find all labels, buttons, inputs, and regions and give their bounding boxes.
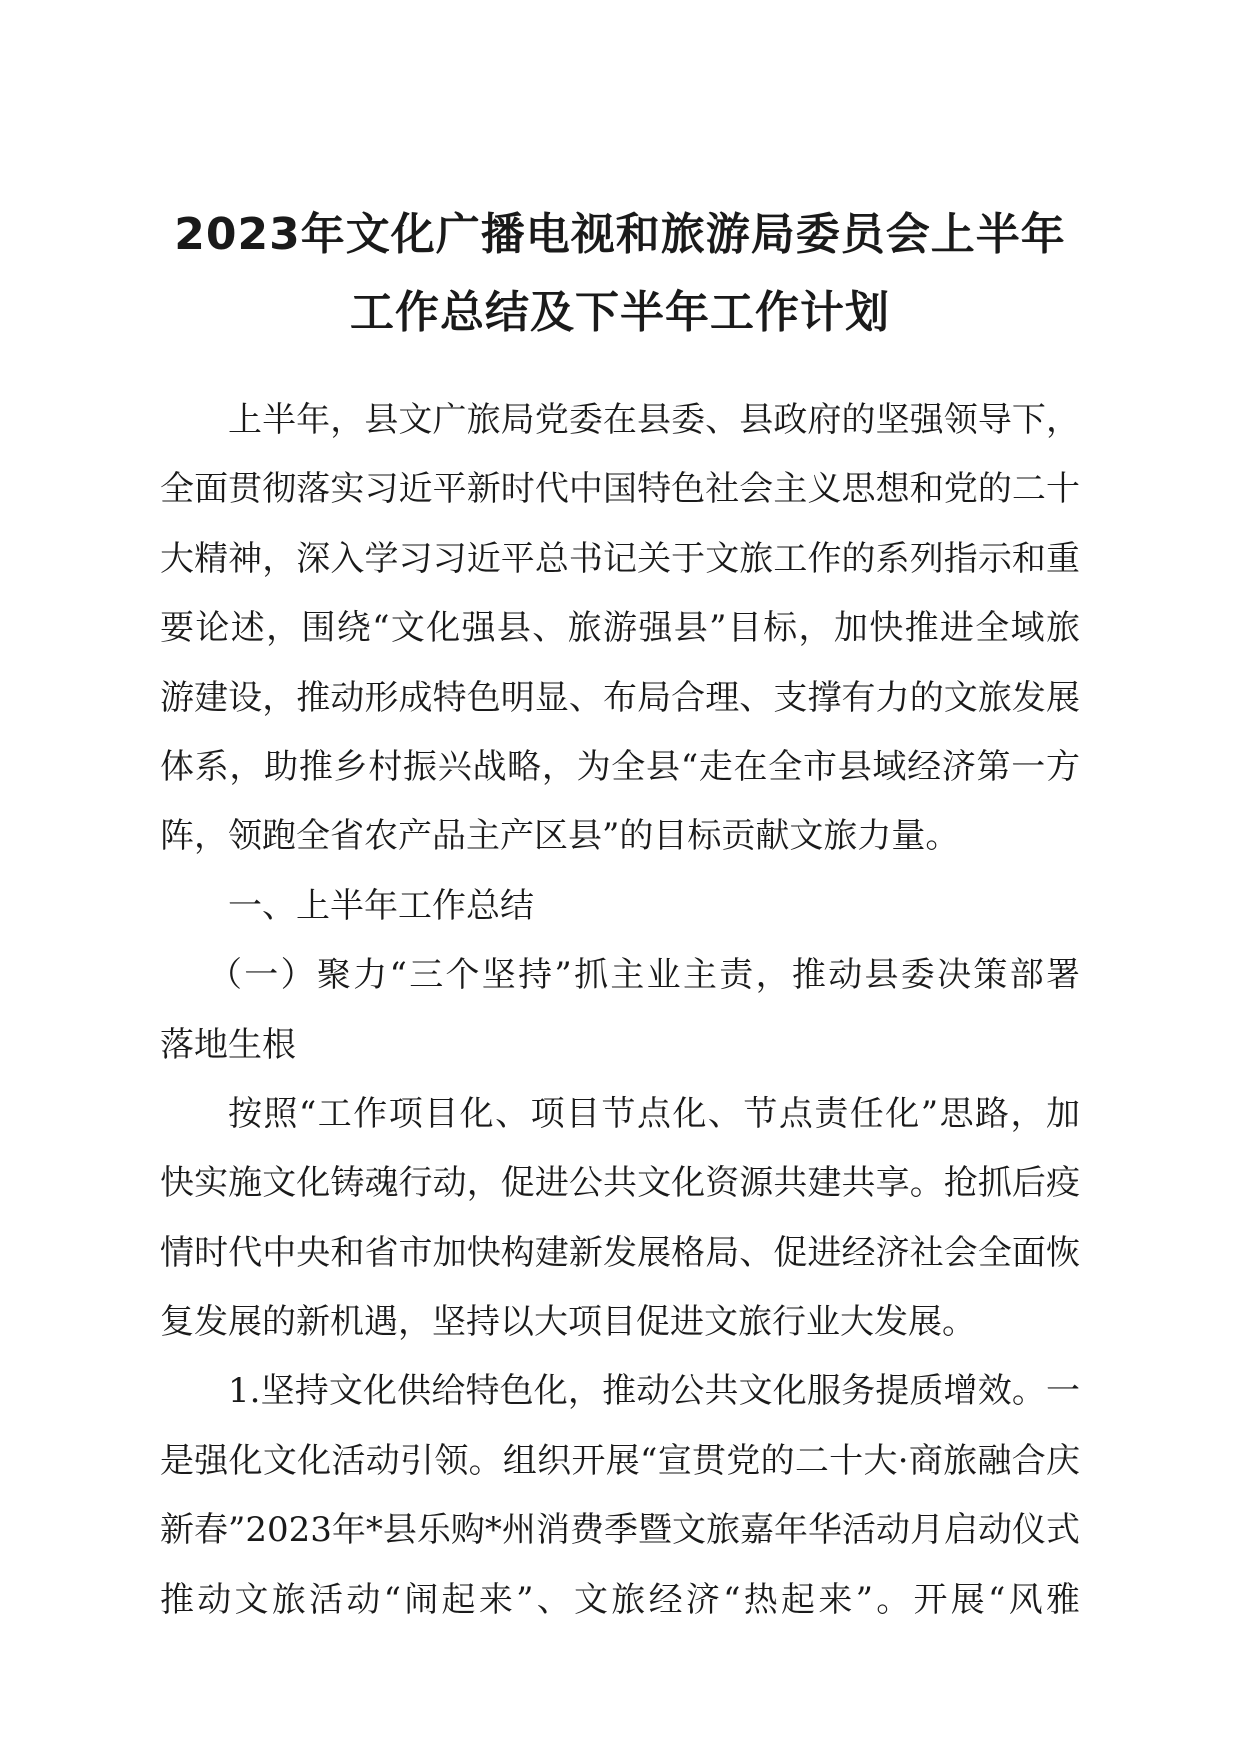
text-line: （一）聚力“三个坚持”抓主业主责，推动县委决策部署 <box>208 955 1080 996</box>
document-body <box>160 386 1080 1635</box>
text-line: 1.坚持文化供给特色化，推动公共文化服务提质增效。一 <box>228 1371 1080 1412</box>
section-heading: 一、上半年工作总结 <box>228 885 534 926</box>
title-line-2: 工作总结及下半年工作计划 <box>350 287 890 338</box>
subsection-heading <box>160 941 1080 1080</box>
text-line: 推动文旅活动“闹起来”、文旅经济“热起来”。开展“风雅 <box>160 1579 1080 1620</box>
paragraph-3 <box>160 1357 1080 1635</box>
text-line: 情时代中央和省市加快构建新发展格局、促进经济社会全面恢 <box>160 1232 1080 1273</box>
title-line-1: 2023年文化广播电视和旅游局委员会上半年 <box>174 209 1066 260</box>
text-line: 体系，助推乡村振兴战略，为全县“走在全市县域经济第一方 <box>160 746 1080 787</box>
intro-paragraph <box>160 386 1080 872</box>
text-line: 快实施文化铸魂行动，促进公共文化资源共建共享。抢抓后疫 <box>160 1163 1080 1204</box>
text-line: 全面贯彻落实习近平新时代中国特色社会主义思想和党的二十 <box>160 469 1080 510</box>
text-line: 新春”2023年*县乐购*州消费季暨文旅嘉年华活动月启动仪式 <box>160 1510 1080 1551</box>
text-line: 游建设，推动形成特色明显、布局合理、支撑有力的文旅发展 <box>160 677 1080 718</box>
text-line: 按照“工作项目化、项目节点化、节点责任化”思路，加 <box>228 1093 1080 1134</box>
text-line: 是强化文化活动引领。组织开展“宣贯党的二十大·商旅融合庆 <box>160 1440 1080 1481</box>
text-line: 要论述，围绕“文化强县、旅游强县”目标，加快推进全域旅 <box>160 608 1080 649</box>
text-line: 落地生根 <box>160 1024 296 1065</box>
text-line: 复发展的新机遇，坚持以大项目促进文旅行业大发展。 <box>160 1302 976 1343</box>
paragraph-2 <box>160 1080 1080 1358</box>
text-line: 阵，领跑全省农产品主产区县”的目标贡献文旅力量。 <box>160 816 960 857</box>
text-line: 大精神，深入学习习近平总书记关于文旅工作的系列指示和重 <box>160 538 1080 579</box>
text-line: 上半年，县文广旅局党委在县委、县政府的坚强领导下， <box>228 400 1080 440</box>
document-title <box>150 196 1090 352</box>
